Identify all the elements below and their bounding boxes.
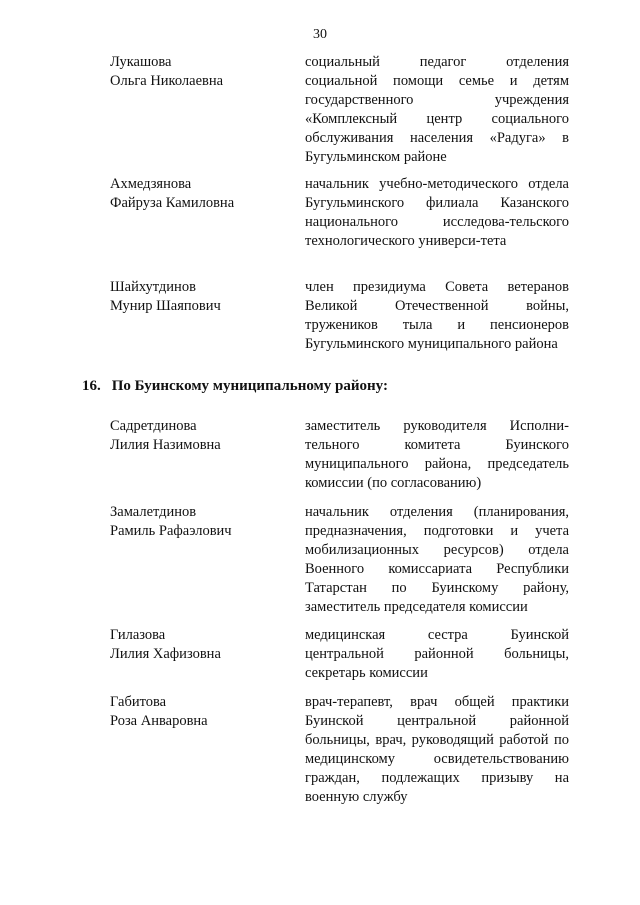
member-name [110, 53, 295, 91]
member-given-names: Рамиль Рафаэлович [110, 523, 232, 539]
member-surname: Замалетдинов [110, 504, 197, 520]
member-name [110, 626, 295, 664]
member-surname: Садретдинова [110, 418, 197, 434]
section-title: По Буинскому муниципальному району: [111, 378, 388, 394]
member-role: заместитель руководителя Исполни-тельного комитета Буинского муниципального района, председатель комиссии (по согласованию) [305, 418, 569, 491]
member-name [110, 503, 295, 541]
member-given-names: Ольга Николаевна [110, 73, 224, 89]
member-role: социальный педагог отделения социальной помощи семье и детям государственного учреждения «Комплексный центр социального обслуживания населения «Радуга» в Бугульминском районе [305, 54, 569, 165]
member-role: врач-терапевт, врач общей практики Буинской центральной районной больницы, врач, руководящий работой по медицинскому освидетельствованию граждан, подлежащих призыву на военную службу [305, 694, 569, 805]
member-role: начальник отделения (планирования, предназначения, подготовки и учета мобилизационных ресурсов) отдела Военного комиссариата Республики Татарстан по Буинскому району, заместитель председателя комиссии [305, 504, 569, 615]
member-given-names: Роза Анваровна [110, 713, 208, 729]
member-name [110, 278, 295, 316]
member-name [110, 693, 295, 731]
member-surname: Лукашова [110, 54, 172, 70]
member-surname: Габитова [110, 694, 167, 710]
member-surname: Ахмедзянова [110, 176, 192, 192]
section-heading [82, 378, 582, 395]
member-role: член президиума Совета ветеранов Великой Отечественной войны, тружеников тыла и пенсионеров Бугульминского муниципального района [305, 279, 569, 352]
member-given-names: Лилия Хафизовна [110, 646, 221, 662]
member-surname: Шайхутдинов [110, 279, 196, 295]
member-role: начальник учебно-методического отдела Бугульминского филиала Казанского национального исследова-тельского технологического универси-тета [305, 176, 569, 249]
member-role: медицинская сестра Буинской центральной районной больницы, секретарь комиссии [305, 627, 569, 681]
member-given-names: Мунир Шаяпович [110, 298, 221, 314]
page-number: 30 [313, 27, 327, 42]
member-given-names: Файруза Камиловна [110, 195, 235, 211]
member-name [110, 175, 295, 213]
member-surname: Гилазова [110, 627, 166, 643]
section-number: 16. [82, 378, 101, 394]
member-given-names: Лилия Назимовна [110, 437, 221, 453]
member-name [110, 417, 295, 455]
